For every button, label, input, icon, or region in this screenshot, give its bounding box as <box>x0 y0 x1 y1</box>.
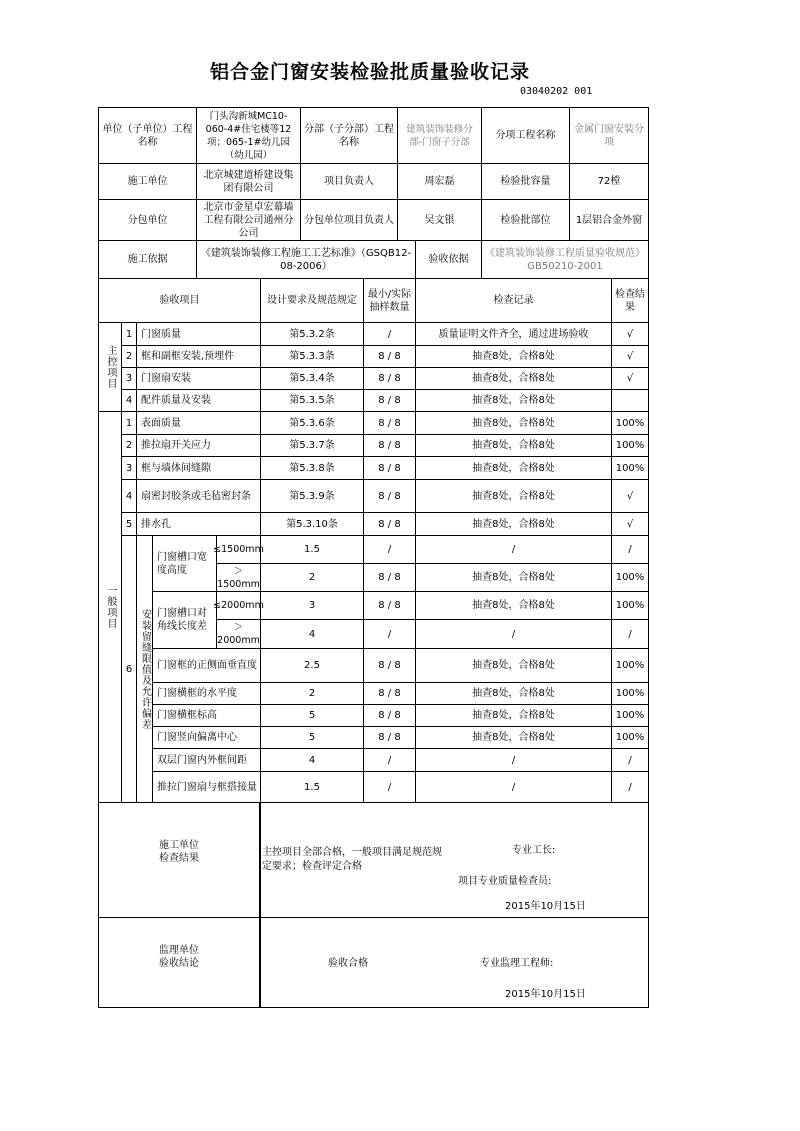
gen-row-no: 3 <box>121 456 137 480</box>
g6-row-sample: 8 / 8 <box>363 704 416 727</box>
main-row-name: 门窗质量 <box>136 322 261 346</box>
g6-row-sample: / <box>363 748 416 772</box>
cap-value: 72樘 <box>569 163 649 200</box>
main-row-record: 抽查8处，合格8处 <box>415 389 612 412</box>
part-value: 1层铝合金外窗 <box>569 199 649 241</box>
gen-row-name: 扇密封胶条或毛毡密封条 <box>136 479 261 513</box>
gen-row-name: 框与墙体间缝隙 <box>136 456 261 480</box>
gen-row-no: 2 <box>121 434 137 457</box>
col-design: 设计要求及规范规定 <box>260 278 364 323</box>
pm-label: 项目负责人 <box>300 163 398 200</box>
main-row-record: 质量证明文件齐全，通过进场验收 <box>415 322 612 346</box>
g6-sub-cond: ＞2000mm <box>216 619 261 649</box>
g6-row-design: 1.5 <box>260 771 364 803</box>
gen-row-record: 抽查8处，合格8处 <box>415 456 612 480</box>
main-row-sample: 8 / 8 <box>363 345 416 368</box>
g6-sub-cond: ≤2000mm <box>216 591 261 620</box>
engineer-label: 专业监理工程师: <box>480 958 554 969</box>
g6-sub-cond: ＞1500mm <box>216 563 261 592</box>
g6-row-design: 5 <box>260 704 364 727</box>
main-row-no: 1 <box>121 322 137 346</box>
g6-sub-result: 100% <box>611 563 649 592</box>
subpm-label: 分包单位项目负责人 <box>300 199 398 241</box>
gen-row-sample: 8 / 8 <box>363 411 416 435</box>
g6-row-record: 抽查8处，合格8处 <box>415 682 612 705</box>
main-row-no: 4 <box>121 389 137 412</box>
gen-row-result: 100% <box>611 411 649 435</box>
supervision-date: 2015年10月15日 <box>505 989 586 1000</box>
g6-row-record: 抽查8处，合格8处 <box>415 704 612 727</box>
basis-value: 《建筑装饰装修工程施工工艺标准》（GSQB12-08-2006） <box>196 240 416 279</box>
gen-row-result: 100% <box>611 434 649 457</box>
gen-row-result: 100% <box>611 456 649 480</box>
gen-row-sample: 8 / 8 <box>363 479 416 513</box>
part-label: 检验批部位 <box>481 199 570 241</box>
g6-no: 6 <box>121 535 137 803</box>
g6-sub-record: / <box>415 619 612 649</box>
col-sample: 最小/实际抽样数量 <box>363 278 416 323</box>
foreman-label: 专业工长: <box>512 845 556 856</box>
g6-row-design: 4 <box>260 748 364 772</box>
g6-row-name: 推拉门窗扇与框搭接量 <box>152 771 261 803</box>
document-title: 铝合金门窗安装检验批质量验收记录 <box>209 61 530 83</box>
main-row-result: √ <box>611 367 649 390</box>
gen-row-result: √ <box>611 479 649 513</box>
subc-value: 北京市金星卓宏幕墙工程有限公司通州分公司 <box>196 199 301 241</box>
gen-row-name: 表面质量 <box>136 411 261 435</box>
main-row-design: 第5.3.3条 <box>260 345 364 368</box>
gen-row-sample: 8 / 8 <box>363 456 416 480</box>
g6-sub-sample: / <box>363 535 416 564</box>
main-row-record: 抽查8处，合格8处 <box>415 367 612 390</box>
unit-label: 单位（子单位）工程名称 <box>98 107 197 164</box>
gen-row-design: 第5.3.8条 <box>260 456 364 480</box>
pm-value: 周宏磊 <box>397 163 482 200</box>
gen-row-no: 4 <box>121 479 137 513</box>
g6-row-sample: 8 / 8 <box>363 682 416 705</box>
main-row-result: √ <box>611 322 649 346</box>
main-row-name: 门窗扇安装 <box>136 367 261 390</box>
subc-label: 分包单位 <box>98 199 197 241</box>
constr-result-text: 主控项目全部合格，一般项目满足规范规定要求；检查评定合格 <box>262 847 442 872</box>
constr-date: 2015年10月15日 <box>505 901 586 912</box>
g6-row-name: 门窗横框的水平度 <box>152 682 261 705</box>
general-label: 一般项目 <box>98 411 122 803</box>
g6-row-result: 100% <box>611 648 649 683</box>
gen-row-no: 5 <box>121 512 137 536</box>
supervision-label: 监理单位验收结论 <box>98 917 260 1008</box>
main-row-design: 第5.3.5条 <box>260 389 364 412</box>
constr-label: 施工单位 <box>98 163 197 200</box>
g6-row-sample: 8 / 8 <box>363 648 416 683</box>
sub-value: 建筑装饰装修分部-门窗子分部 <box>397 107 482 164</box>
main-row-record: 抽查8处，合格8处 <box>415 345 612 368</box>
subpm-value: 吴文银 <box>397 199 482 241</box>
gen-row-result: √ <box>611 512 649 536</box>
constr-value: 北京城建道桥建设集团有限公司 <box>196 163 301 200</box>
gen-row-record: 抽查8处，合格8处 <box>415 512 612 536</box>
constr-result-label: 施工单位检查结果 <box>98 802 260 918</box>
g6-row-sample: / <box>363 771 416 803</box>
g6-row-design: 2 <box>260 682 364 705</box>
g6-row-record: 抽查8处，合格8处 <box>415 648 612 683</box>
g6-sub-design: 3 <box>260 591 364 620</box>
item-value: 金属门窗安装分项 <box>569 107 649 164</box>
g6-row-result: 100% <box>611 726 649 749</box>
g6-sub-record: / <box>415 535 612 564</box>
gen-row-sample: 8 / 8 <box>363 434 416 457</box>
g6-row-name: 双层门窗内外框间距 <box>152 748 261 772</box>
g6-row-name: 门窗横框标高 <box>152 704 261 727</box>
g6-label: 安装留缝限值及允许偏差 <box>136 535 153 803</box>
gen-row-name: 排水孔 <box>136 512 261 536</box>
gen-row-design: 第5.3.6条 <box>260 411 364 435</box>
main-row-design: 第5.3.4条 <box>260 367 364 390</box>
g6-diag-name: 门窗槽口对角线长度差 <box>152 591 217 649</box>
main-row-sample: / <box>363 322 416 346</box>
g6-sub-sample: / <box>363 619 416 649</box>
g6-sub-result: 100% <box>611 591 649 620</box>
gen-row-name: 推拉扇开关应力 <box>136 434 261 457</box>
g6-row-record: / <box>415 748 612 772</box>
sub-label: 分部（子分部）工程名称 <box>300 107 398 164</box>
gen-row-record: 抽查8处，合格8处 <box>415 411 612 435</box>
gen-row-design: 第5.3.10条 <box>260 512 364 536</box>
g6-sub-record: 抽查8处，合格8处 <box>415 563 612 592</box>
gen-row-record: 抽查8处，合格8处 <box>415 479 612 513</box>
g6-row-result: / <box>611 748 649 772</box>
g6-row-design: 5 <box>260 726 364 749</box>
acc-label: 验收依据 <box>415 240 482 279</box>
document-code: 03040202 001 <box>520 86 593 97</box>
supervision-text: 验收合格 <box>328 958 368 969</box>
g6-row-sample: 8 / 8 <box>363 726 416 749</box>
basis-label: 施工依据 <box>98 240 197 279</box>
acc-value: 《建筑装饰装修工程质量验收规范》GB50210-2001 <box>481 240 649 279</box>
main-row-result: √ <box>611 345 649 368</box>
g6-sub-record: 抽查8处，合格8处 <box>415 591 612 620</box>
g6-sub-result: / <box>611 619 649 649</box>
g6-row-design: 2.5 <box>260 648 364 683</box>
main-row-sample: 8 / 8 <box>363 389 416 412</box>
main-row-no: 2 <box>121 345 137 368</box>
g6-sub-design: 4 <box>260 619 364 649</box>
g6-row-record: 抽查8处，合格8处 <box>415 726 612 749</box>
col-item: 验收项目 <box>98 278 261 323</box>
g6-row-result: 100% <box>611 682 649 705</box>
gen-row-no: 1 <box>121 411 137 435</box>
main-row-name: 配件质量及安装 <box>136 389 261 412</box>
g6-sub-result: / <box>611 535 649 564</box>
g6-sub-design: 2 <box>260 563 364 592</box>
g6-row-record: / <box>415 771 612 803</box>
g6-row-result: / <box>611 771 649 803</box>
gen-row-sample: 8 / 8 <box>363 512 416 536</box>
unit-value: 门头沟新城MC10-060-4#住宅楼等12项；065-1#幼儿园（幼儿园） <box>196 107 301 164</box>
g6-row-result: 100% <box>611 704 649 727</box>
col-result: 检查结果 <box>611 278 649 323</box>
main-row-sample: 8 / 8 <box>363 367 416 390</box>
g6-row-name: 门窗框的正侧面垂直度 <box>152 648 261 683</box>
main-row-name: 框和副框安装,预埋件 <box>136 345 261 368</box>
main-control-label: 主控项目 <box>98 322 122 412</box>
g6-sub-sample: 8 / 8 <box>363 591 416 620</box>
g6-sub-cond: ≤1500mm <box>216 535 261 564</box>
col-record: 检查记录 <box>415 278 612 323</box>
gen-row-record: 抽查8处，合格8处 <box>415 434 612 457</box>
inspector-label: 项目专业质量检查员: <box>458 876 552 887</box>
g6-sub-sample: 8 / 8 <box>363 563 416 592</box>
item-label: 分项工程名称 <box>481 107 570 164</box>
main-row-result <box>611 389 649 412</box>
main-row-design: 第5.3.2条 <box>260 322 364 346</box>
g6-width-name: 门窗槽口宽度高度 <box>152 535 217 592</box>
cap-label: 检验批容量 <box>481 163 570 200</box>
g6-row-name: 门窗竖向偏离中心 <box>152 726 261 749</box>
gen-row-design: 第5.3.7条 <box>260 434 364 457</box>
main-row-no: 3 <box>121 367 137 390</box>
gen-row-design: 第5.3.9条 <box>260 479 364 513</box>
g6-sub-design: 1.5 <box>260 535 364 564</box>
